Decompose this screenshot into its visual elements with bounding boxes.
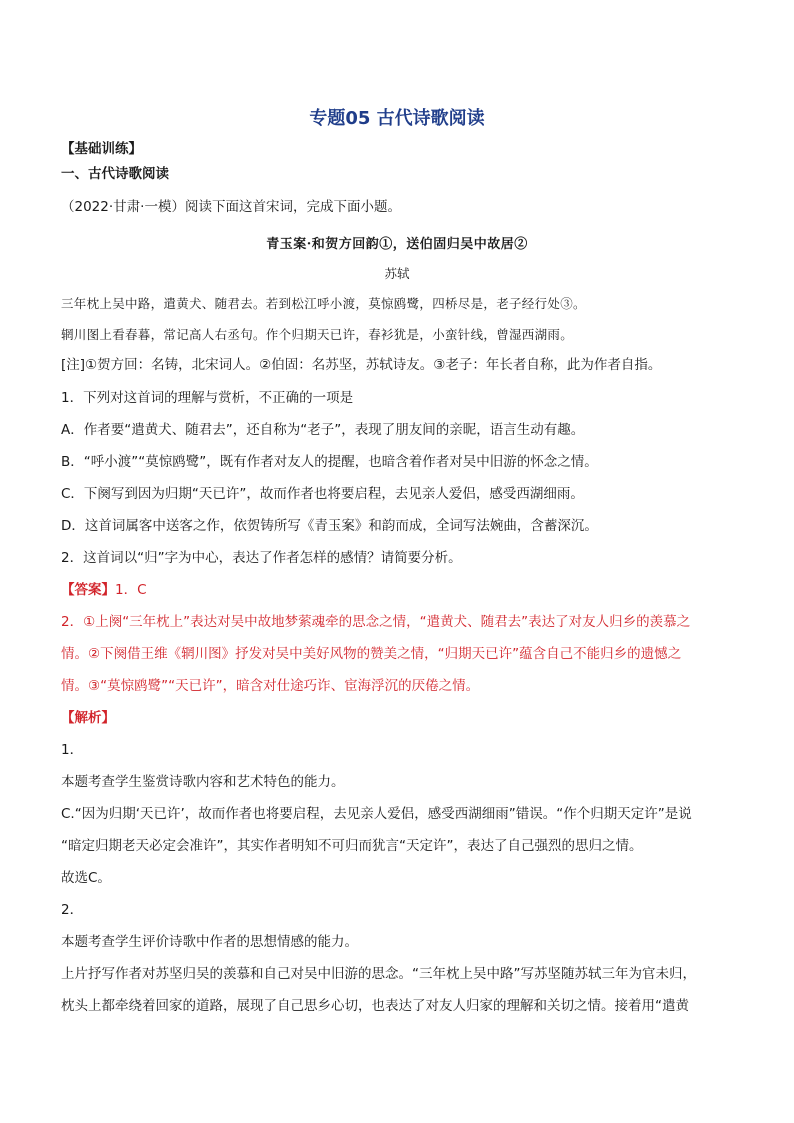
poem-author: 苏轼 — [384, 266, 410, 281]
analysis-paragraph: 故选C。 — [61, 870, 111, 886]
analysis-paragraph: “暗定归期老天必定会准许”，其实作者明知不可归而犹言“天定许”，表达了自己强烈的思归之情。 — [61, 838, 643, 854]
analysis-number-1: 1． — [61, 742, 84, 758]
analysis-label: 【解析】 — [61, 710, 115, 726]
question-2-stem: 2．这首词以“归”字为中心，表达了作者怎样的感情？请简要分析。 — [61, 550, 462, 566]
answer-q1: 1．C — [115, 582, 147, 598]
answer-row — [61, 580, 147, 600]
section-heading: 一、古代诗歌阅读 — [61, 166, 169, 182]
page-title: 专题05 古代诗歌阅读 — [309, 108, 485, 129]
analysis-paragraph: 本题考查学生鉴赏诗歌内容和艺术特色的能力。 — [61, 774, 345, 790]
analysis-number-2: 2． — [61, 902, 84, 918]
poem-line-1: 三年枕上吴中路，遣黄犬、随君去。若到松江呼小渡，莫惊鸥鹭，四桥尽是，老子经行处③。 — [61, 296, 586, 311]
poem-line-2: 辋川图上看春暮，常记高人右丞句。作个归期天已许，春衫犹是，小蛮针线，曾湿西湖雨。 — [61, 327, 574, 342]
analysis-paragraph: C.“因为归期‘天已许’，故而作者也将要启程，去见亲人爱侣，感受西湖细雨”错误。“作个归期天定许”是说 — [61, 806, 692, 822]
analysis-paragraph: 本题考查学生评价诗歌中作者的思想情感的能力。 — [61, 934, 358, 950]
question-1-option-c: C．下阕写到因为归期“天已许”，故而作者也将要启程，去见亲人爱侣，感受西湖细雨。 — [61, 486, 584, 502]
analysis-paragraph: 枕头上都牵绕着回家的道路，展现了自己思乡心切，也表达了对友人归家的理解和关切之情。接着用“遣黄 — [61, 998, 689, 1014]
poem-notes: [注]①贺方回：名铸，北宋词人。②伯固：名苏坚，苏轼诗友。③老子：年长者自称，此为作者自指。 — [61, 357, 662, 373]
question-1-option-a: A．作者要“遣黄犬、随君去”，还自称为“老子”，表现了朋友间的亲昵，语言生动有趣。 — [61, 422, 585, 438]
answer-q2-line-1: 2．①上阕“三年枕上”表达对吴中故地梦萦魂牵的思念之情，“遣黄犬、随君去”表达了对友人归乡的羡慕之 — [61, 614, 691, 630]
intro-text: （2022·甘肃·一模）阅读下面这首宋词，完成下面小题。 — [61, 199, 401, 215]
answer-q2-line-3: 情。③“莫惊鸥鹭”“天已许”，暗含对仕途巧诈、宦海浮沉的厌倦之情。 — [61, 678, 480, 694]
question-1-stem: 1．下列对这首词的理解与赏析，不正确的一项是 — [61, 390, 354, 406]
question-1-option-d: D．这首词属客中送客之作，依贺铸所写《青玉案》和韵而成，全词写法婉曲，含蓄深沉。 — [61, 518, 598, 534]
answer-label: 【答案】 — [61, 582, 115, 598]
analysis-paragraph: 上片抒写作者对苏坚归吴的羡慕和自己对吴中旧游的思念。“三年枕上吴中路”写苏坚随苏轼三年为官未归， — [61, 966, 696, 982]
section-tag: 【基础训练】 — [61, 141, 142, 157]
answer-q2-line-2: 情。②下阕借王维《辋川图》抒发对吴中美好风物的赞美之情，“归期天已许”蕴含自己不能归乡的遗憾之 — [61, 646, 682, 662]
poem-title: 青玉案·和贺方回韵①，送伯固归吴中故居② — [266, 237, 528, 252]
question-1-option-b: B．“呼小渡”“莫惊鸥鹭”，既有作者对友人的提醒，也暗含着作者对吴中旧游的怀念之情。 — [61, 454, 598, 470]
